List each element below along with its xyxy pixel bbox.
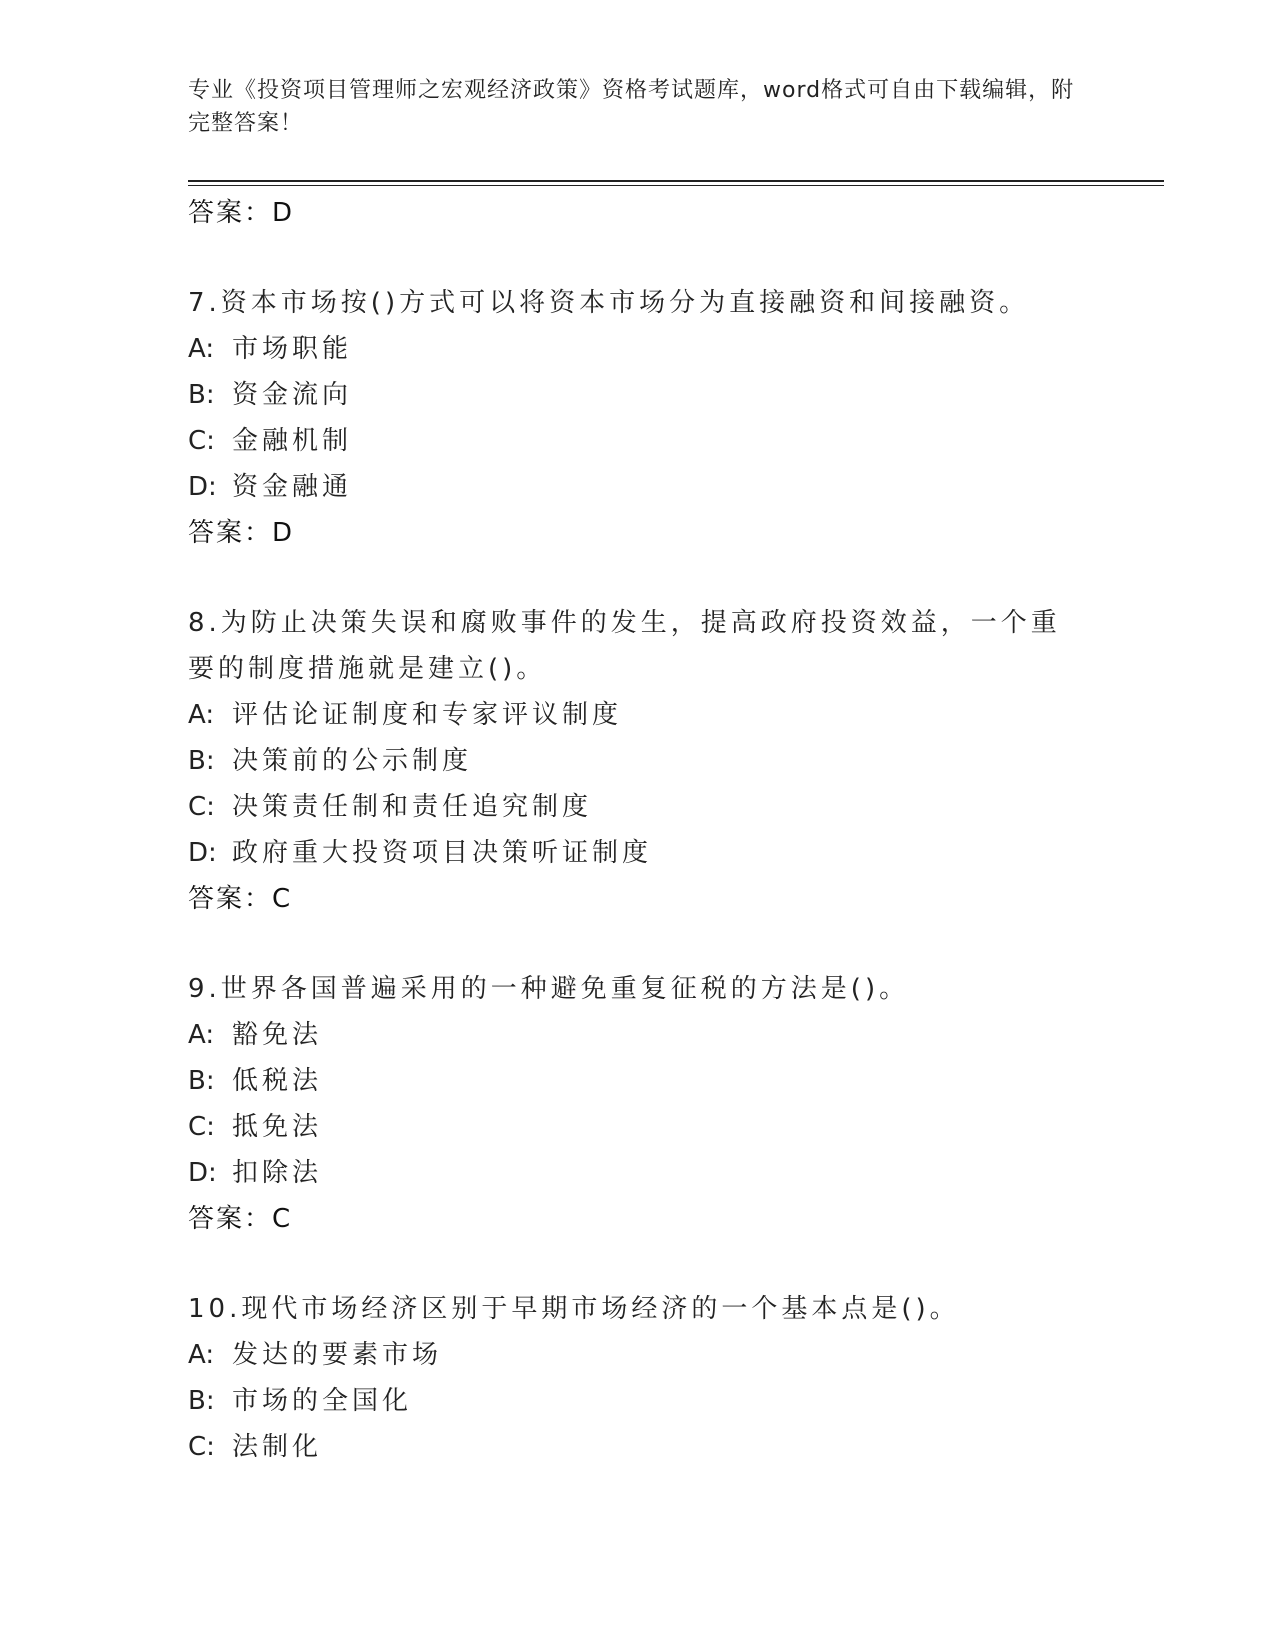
option-key: A: xyxy=(188,1340,215,1370)
option-text: 低税法 xyxy=(232,1066,323,1096)
option-c xyxy=(188,1104,1088,1150)
question-text: 8.为防止决策失误和腐败事件的发生，提高政府投资效益，一个重要的制度措施就是建立()。 xyxy=(188,608,1061,684)
answer-line: 答案：C xyxy=(188,1204,293,1234)
option-b xyxy=(188,1058,1088,1104)
question-item xyxy=(188,600,1088,922)
answer-line: 答案：C xyxy=(188,884,293,914)
option-text: 法制化 xyxy=(232,1432,323,1462)
question-item xyxy=(188,966,1088,1242)
option-c xyxy=(188,418,1088,464)
header-divider-thick xyxy=(188,180,1164,182)
option-text: 评估论证制度和专家评议制度 xyxy=(232,700,623,730)
option-text: 金融机制 xyxy=(232,426,353,456)
option-d xyxy=(188,464,1088,510)
option-text: 资金流向 xyxy=(232,380,353,410)
question-text: 7.资本市场按()方式可以将资本市场分为直接融资和间接融资。 xyxy=(188,288,1030,318)
option-text: 市场职能 xyxy=(232,334,353,364)
option-c xyxy=(188,784,1088,830)
option-text: 资金融通 xyxy=(232,472,353,502)
question-item xyxy=(188,1286,1088,1470)
option-text: 抵免法 xyxy=(232,1112,323,1142)
option-key: C: xyxy=(188,792,215,822)
option-key: D: xyxy=(188,1158,217,1188)
option-key: A: xyxy=(188,334,215,364)
option-d xyxy=(188,1150,1088,1196)
option-b xyxy=(188,372,1088,418)
option-a xyxy=(188,1332,1088,1378)
option-text: 决策前的公示制度 xyxy=(232,746,473,776)
option-key: C: xyxy=(188,426,215,456)
option-text: 扣除法 xyxy=(232,1158,323,1188)
option-key: C: xyxy=(188,1112,215,1142)
question-item xyxy=(188,280,1088,556)
header-divider-thin xyxy=(188,185,1164,186)
answer-line: 答案：D xyxy=(188,518,295,548)
question-text: 9.世界各国普遍采用的一种避免重复征税的方法是()。 xyxy=(188,974,910,1004)
option-text: 市场的全国化 xyxy=(232,1386,413,1416)
option-text: 发达的要素市场 xyxy=(232,1340,443,1370)
option-key: A: xyxy=(188,700,215,730)
option-d xyxy=(188,830,1088,876)
option-text: 决策责任制和责任追究制度 xyxy=(232,792,593,822)
option-text: 政府重大投资项目决策听证制度 xyxy=(232,838,653,868)
option-key: B: xyxy=(188,746,215,776)
option-a xyxy=(188,326,1088,372)
option-a xyxy=(188,1012,1088,1058)
option-key: A: xyxy=(188,1020,215,1050)
option-key: C: xyxy=(188,1432,215,1462)
option-b xyxy=(188,1378,1088,1424)
option-key: B: xyxy=(188,1386,215,1416)
option-text: 豁免法 xyxy=(232,1020,323,1050)
option-c xyxy=(188,1424,1088,1470)
answer-line: 答案：D xyxy=(188,198,295,228)
option-b xyxy=(188,738,1088,784)
question-text: 10.现代市场经济区别于早期市场经济的一个基本点是()。 xyxy=(188,1294,960,1324)
document-header: 专业《投资项目管理师之宏观经济政策》资格考试题库，word格式可自由下载编辑，附完整答案！ xyxy=(188,78,1075,136)
option-key: B: xyxy=(188,380,215,410)
option-key: D: xyxy=(188,838,217,868)
option-a xyxy=(188,692,1088,738)
option-key: D: xyxy=(188,472,217,502)
question-list xyxy=(188,190,1088,1470)
option-key: B: xyxy=(188,1066,215,1096)
